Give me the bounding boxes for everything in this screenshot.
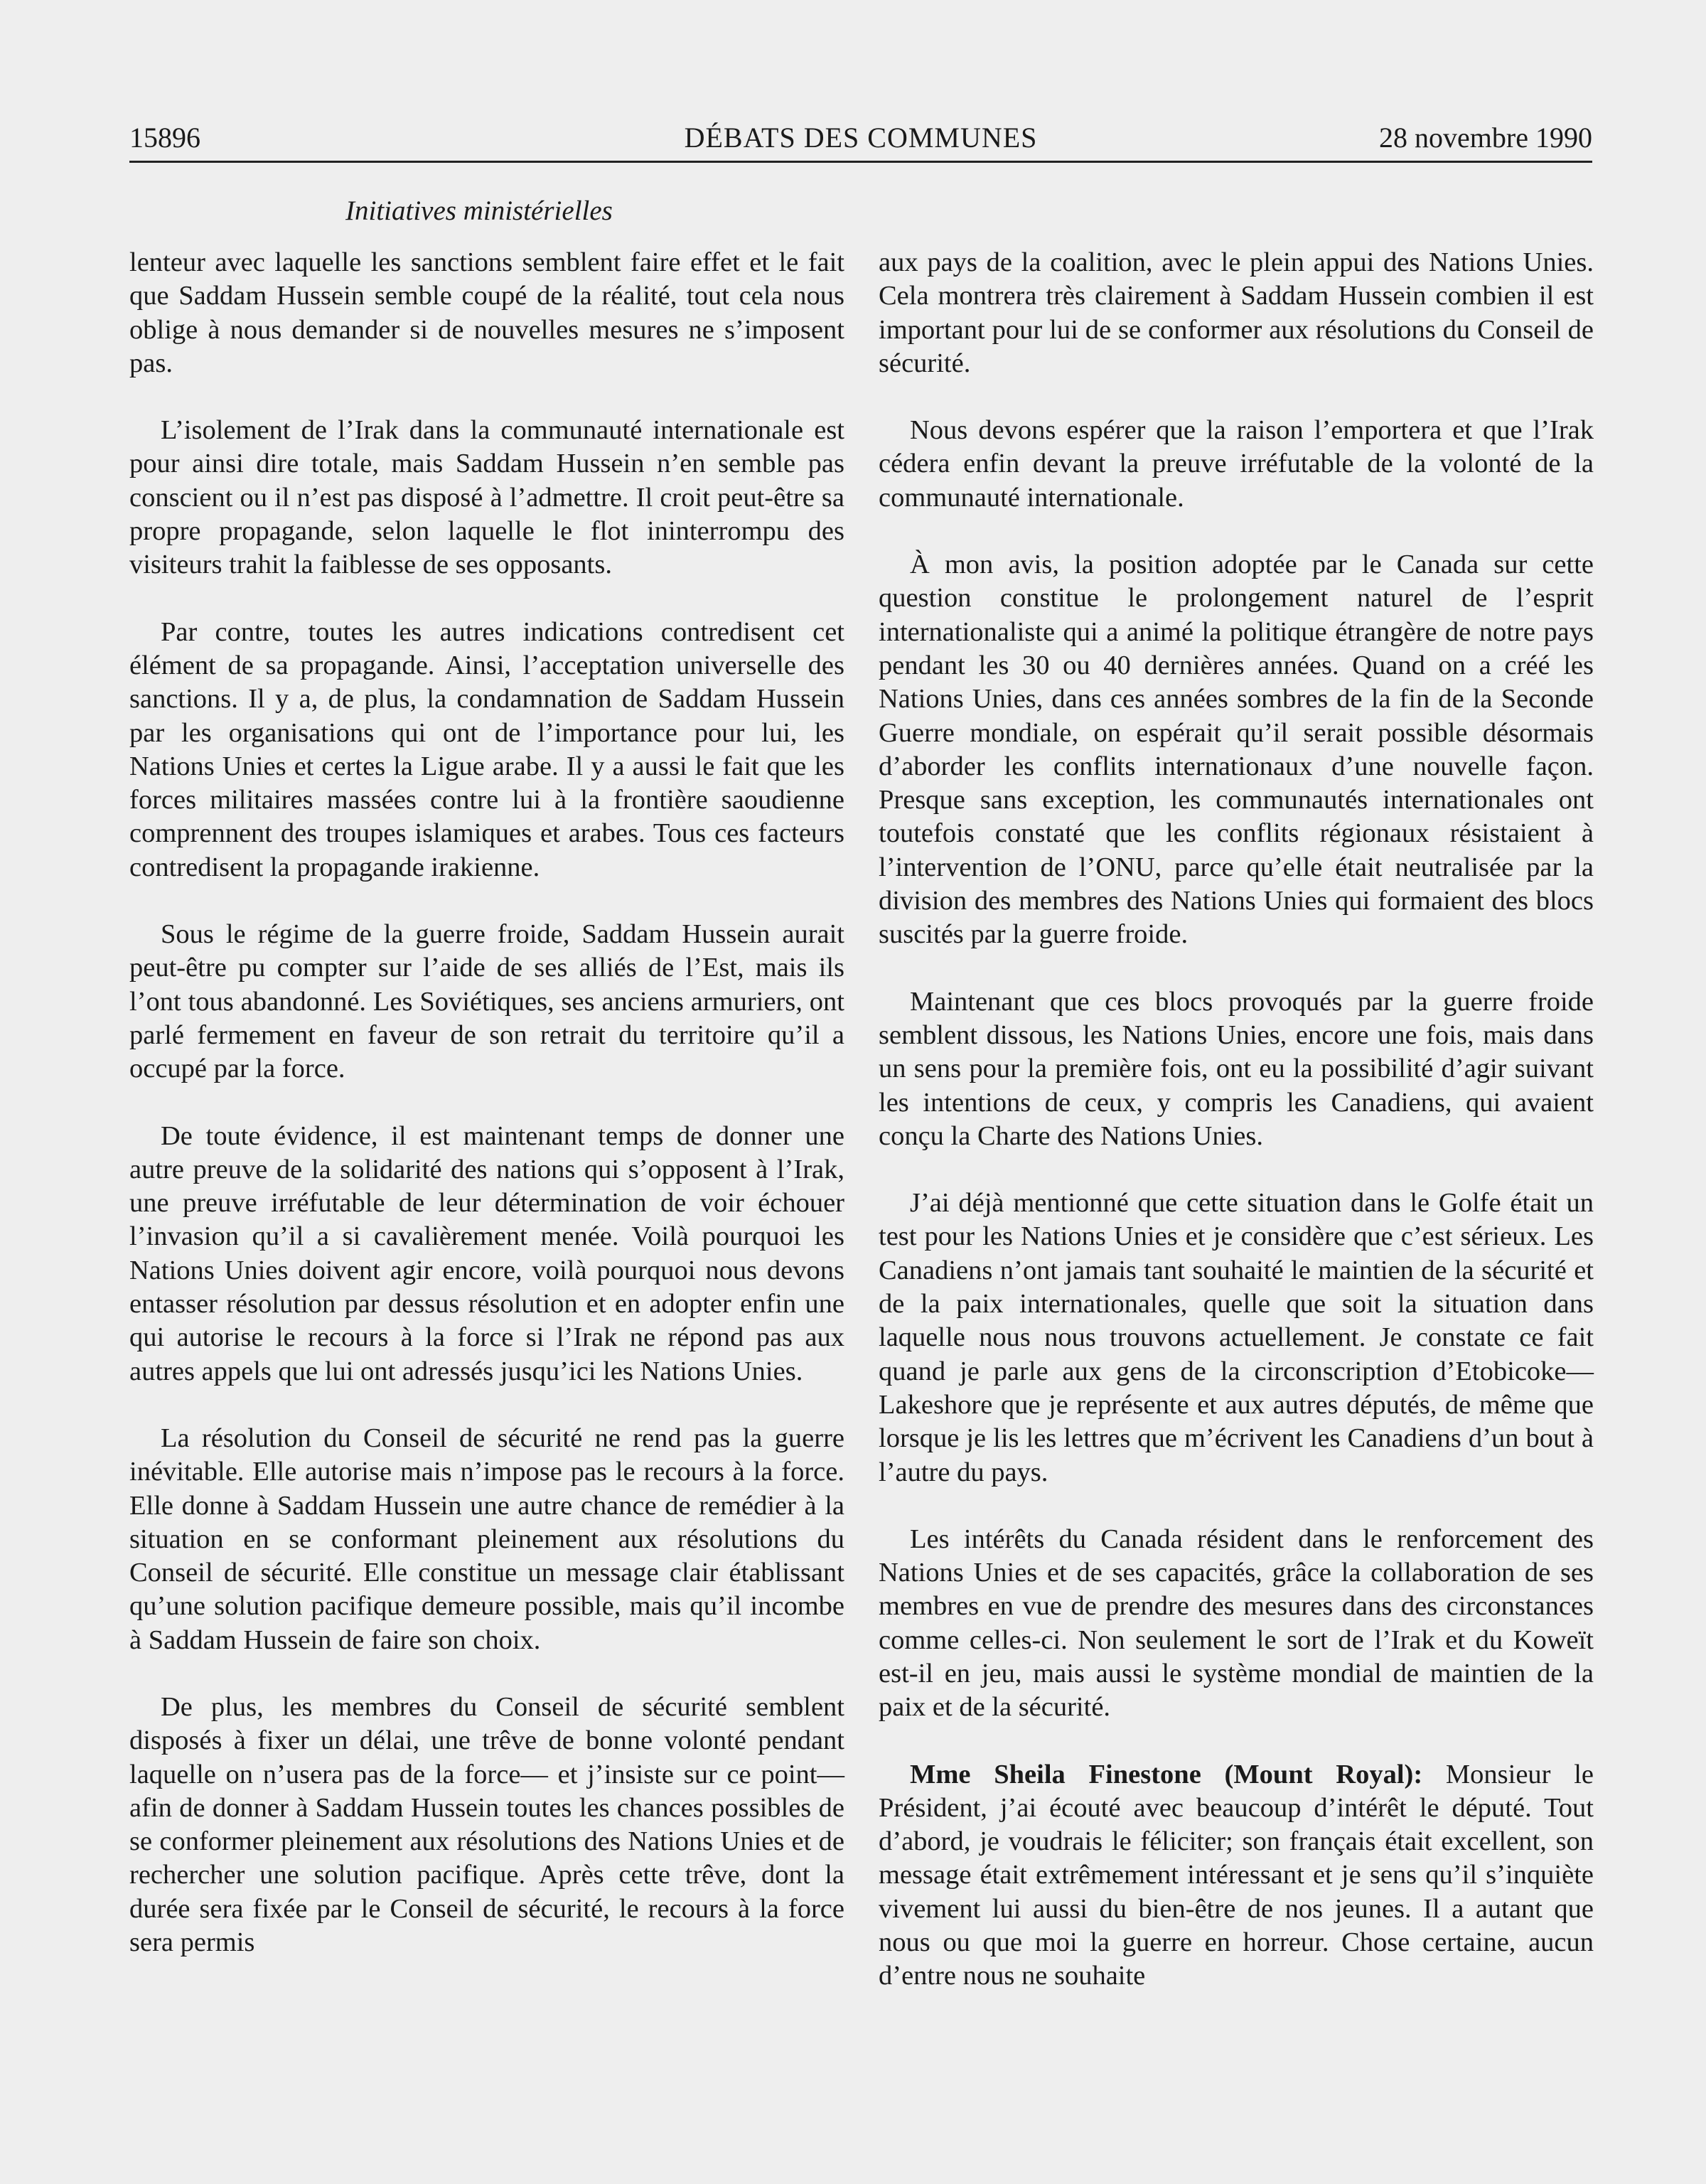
paragraph: La résolution du Conseil de sécurité ne rend pas la guerre inévitable. Elle autorise mais n’impose pas le recours à la force. Elle donne à Saddam Hussein une autre chance de remédier à la situation en se conformant pleinement aux résolutions du Conseil de sécurité. Elle constitue un message clair établissant qu’une solution pacifique demeure possible, mais qu’il incombe à Saddam Hussein de faire son choix.: [129, 1423, 844, 1655]
paragraph: J’ai déjà mentionné que cette situation dans le Golfe était un test pour les Nations Unies et je considère que c’est sérieux. Les Canadiens n’ont jamais tant souhaité le maintien de la sécurité et de la paix internationales, quelle que soit la situation dans laquelle nous nous trouvons actuellement. Je constate ce fait quand je parle aux gens de la circonscription d’Etobicoke—Lakeshore que je représente et aux autres députés, de même que lorsque je lis les lettres que m’écrivent les Canadiens d’un bout à l’autre du pays.: [879, 1188, 1594, 1487]
paragraph: Par contre, toutes les autres indications contredisent cet élément de sa propagande. Ainsi, l’acceptation universelle des sanctions. Il y a, de plus, la condamnation de Saddam Hussein par les organisations qui ont de l’importance pour lui, les Nations Unies et certes la Ligue arabe. Il y a aussi le fait que les forces militaires massées contre lui à la frontière saoudienne comprennent des troupes islamiques et arabes. Tous ces facteurs contredisent la propagande irakienne.: [129, 616, 844, 882]
section-label: Initiatives ministérielles: [345, 196, 613, 226]
paragraph: Les intérêts du Canada résident dans le renforcement des Nations Unies et de ses capacités, grâce la collaboration de ses membres en vue de prendre des mesures dans des circonstances comme celles-ci. Non seulement le sort de l’Irak et du Koweït est-il en jeu, mais aussi le système mondial de maintien de la paix et de la sécurité.: [879, 1524, 1594, 1723]
paragraph: L’isolement de l’Irak dans la communauté internationale est pour ainsi dire totale, mais Saddam Hussein n’en semble pas conscient ou il n’est pas disposé à l’admettre. Il croit peut-être sa propre propagande, selon laquelle le flot ininterrompu des visiteurs trahit la faiblesse de ses opposants.: [129, 415, 844, 580]
speaker-name: Mme Sheila Finestone (Mount Royal):: [910, 1759, 1423, 1789]
paragraph: Sous le régime de la guerre froide, Saddam Hussein aurait peut-être pu compter sur l’aide de ses alliés de l’Est, mais ils l’ont tous abandonné. Les Soviétiques, ses anciens armuriers, ont parlé fermement en faveur de son retrait du territoire qu’il a occupé par la force.: [129, 919, 844, 1084]
paragraph: À mon avis, la position adoptée par le Canada sur cette question constitue le prolongement naturel de l’esprit internationaliste qui a animé la politique étrangère de notre pays pendant les 30 ou 40 dernières années. Quand on a créé les Nations Unies, dans ces années sombres de la fin de la Seconde Guerre mondiale, on espérait qu’il serait possible désormais d’aborder les conflits internationaux d’une nouvelle façon. Presque sans exception, les communautés internationales ont toutefois constaté que les conflits régionaux résistaient à l’intervention de l’ONU, parce qu’elle était neutralisée par la division des membres des Nations Unies qui formaient des blocs suscités par la guerre froide.: [879, 550, 1594, 950]
paragraph: aux pays de la coalition, avec le plein appui des Nations Unies. Cela montrera très clairement à Saddam Hussein combien il est important pour lui de se conformer aux résolutions du Conseil de sécurité.: [879, 247, 1594, 378]
paragraph: De toute évidence, il est maintenant temps de donner une autre preuve de la solidarité des nations qui s’opposent à l’Irak, une preuve irréfutable de leur détermination de voir échouer l’invasion qu’il a si cavalièrement menée. Voilà pourquoi les Nations Unies doivent agir encore, voilà pourquoi nous devons entasser résolution par dessus résolution et en adopter enfin une qui autorise le recours à la force si l’Irak ne répond pas aux autres appels que lui ont adressés jusqu’ici les Nations Unies.: [129, 1120, 844, 1386]
page-header: [129, 118, 1592, 163]
paragraph: lenteur avec laquelle les sanctions semblent faire effet et le fait que Saddam Hussein semble coupé de la réalité, tout cela nous oblige à nous demander si de nouvelles mesures ne s’imposent pas.: [129, 247, 844, 378]
publication-date: 28 novembre 1990: [1379, 122, 1592, 154]
page-number: 15896: [129, 122, 200, 154]
publication-title: DÉBATS DES COMMUNES: [684, 122, 1038, 154]
speaker-text: Monsieur le Président, j’ai écouté avec beaucoup d’intérêt le député. Tout d’abord, je voudrais le féliciter; son français était excellent, son message était extrêmement intéressant et je sens qu’il s’inquiète vivement lui aussi du bien-être de nos jeunes. Il a autant que nous ou que moi la guerre en horreur. Chose certaine, aucun d’entre nous ne souhaite: [879, 1759, 1594, 1991]
speaker-paragraph: [879, 1758, 1594, 1993]
paragraph: De plus, les membres du Conseil de sécurité semblent disposés à fixer un délai, une trêve de bonne volonté pendant laquelle on n’usera pas de la force— et j’insiste sur ce point—afin de donner à Saddam Hussein toutes les chances possibles de se conformer pleinement aux résolutions des Nations Unies et de rechercher une solution pacifique. Après cette trêve, dont la durée sera fixée par le Conseil de sécurité, le recours à la force sera permis: [129, 1691, 844, 1958]
paragraph: Maintenant que ces blocs provoqués par la guerre froide semblent dissous, les Nations Unies, encore une fois, mais dans un sens pour la première fois, ont eu la possibilité d’agir suivant les intentions de ceux, y compris les Canadiens, qui avaient conçu la Charte des Nations Unies.: [879, 986, 1594, 1151]
right-column: [879, 246, 1594, 1993]
left-column: [129, 246, 844, 1959]
paragraph: Nous devons espérer que la raison l’emportera et que l’Irak cédera enfin devant la preuve irréfutable de la volonté de la communauté internationale.: [879, 415, 1594, 513]
